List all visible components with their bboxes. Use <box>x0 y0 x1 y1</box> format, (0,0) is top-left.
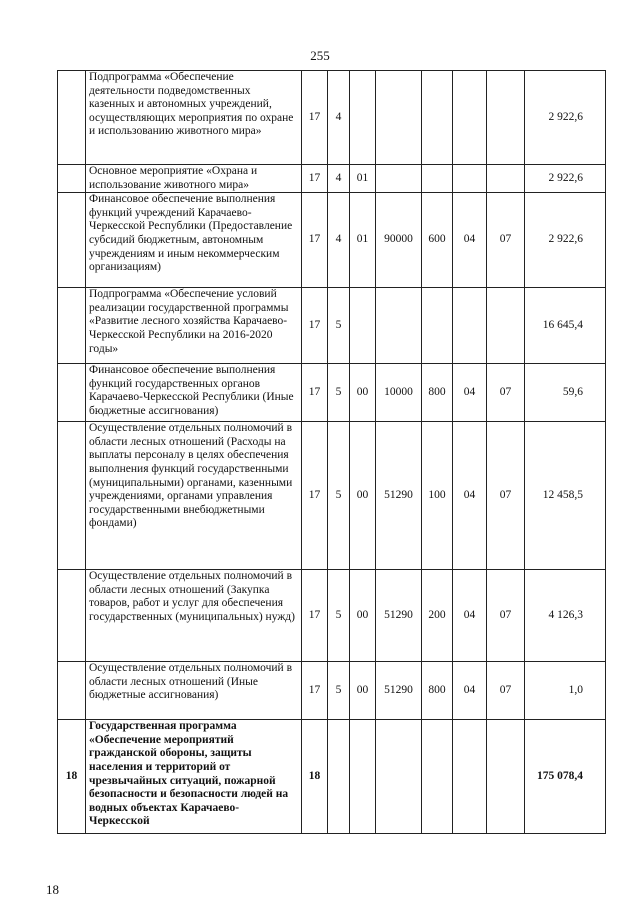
row-number-cell <box>58 165 86 193</box>
code-cell: 17 <box>302 288 328 364</box>
table-row <box>58 288 606 364</box>
code-cell: 800 <box>422 662 453 720</box>
code-cell <box>350 288 376 364</box>
table-row <box>58 165 606 193</box>
code-cell: 4 <box>328 71 350 165</box>
row-name-cell: Осуществление отдельных полномочий в области лесных отношений (Иные бюджетные ассигнования) <box>86 662 302 720</box>
row-number-cell <box>58 662 86 720</box>
code-cell <box>487 165 525 193</box>
code-cell: 600 <box>422 193 453 288</box>
code-cell: 04 <box>453 193 487 288</box>
row-name-cell: Государственная программа «Обеспечение мероприятий гражданской обороны, защиты населения и территорий от чрезвычайных ситуаций, пожарной безопасности и безопасности людей на водных объектах Карачаево-Черкесской <box>86 720 302 834</box>
code-cell <box>350 720 376 834</box>
code-cell: 18 <box>302 720 328 834</box>
footer-mark: 18 <box>46 882 59 897</box>
amount-cell: 4 126,3 <box>525 570 606 662</box>
code-cell <box>376 288 422 364</box>
code-cell: 4 <box>328 165 350 193</box>
code-cell: 04 <box>453 422 487 570</box>
code-cell: 90000 <box>376 193 422 288</box>
code-cell <box>453 720 487 834</box>
code-cell: 00 <box>350 662 376 720</box>
table-row <box>58 364 606 422</box>
code-cell: 5 <box>328 570 350 662</box>
code-cell <box>376 71 422 165</box>
amount-cell: 175 078,4 <box>525 720 606 834</box>
code-cell <box>376 720 422 834</box>
code-cell <box>422 165 453 193</box>
code-cell: 10000 <box>376 364 422 422</box>
code-cell: 51290 <box>376 662 422 720</box>
page-number: 255 <box>310 48 330 63</box>
code-cell: 01 <box>350 193 376 288</box>
row-number-cell: 18 <box>58 720 86 834</box>
row-number-cell <box>58 193 86 288</box>
code-cell: 5 <box>328 364 350 422</box>
amount-cell: 2 922,6 <box>525 71 606 165</box>
table-row <box>58 720 606 834</box>
row-number-cell <box>58 422 86 570</box>
row-name-cell: Подпрограмма «Обеспечение деятельности подведомственных казенных и автономных учреждений, осуществляющих мероприятия по охране и использованию животного мира» <box>86 71 302 165</box>
code-cell <box>487 71 525 165</box>
row-number-cell <box>58 570 86 662</box>
row-name-cell: Основное мероприятие «Охрана и использование животного мира» <box>86 165 302 193</box>
table-row <box>58 422 606 570</box>
budget-table <box>57 70 606 834</box>
code-cell: 00 <box>350 364 376 422</box>
code-cell: 51290 <box>376 570 422 662</box>
code-cell: 00 <box>350 422 376 570</box>
code-cell <box>422 71 453 165</box>
row-name-cell: Осуществление отдельных полномочий в области лесных отношений (Расходы на выплаты персоналу в целях обеспечения выполнения функций государственными (муниципальными) органами, казенными учреждениями, органами управления государственными внебюджетными фондами) <box>86 422 302 570</box>
code-cell: 5 <box>328 662 350 720</box>
table-row <box>58 71 606 165</box>
code-cell: 17 <box>302 422 328 570</box>
code-cell: 07 <box>487 193 525 288</box>
row-name-cell: Финансовое обеспечение выполнения функций учреждений Карачаево-Черкесской Республики (Предоставление субсидий бюджетным, автономным учреждениям и иным некоммерческим организациям) <box>86 193 302 288</box>
code-cell: 07 <box>487 422 525 570</box>
amount-cell: 1,0 <box>525 662 606 720</box>
row-number-cell <box>58 288 86 364</box>
code-cell: 04 <box>453 662 487 720</box>
code-cell <box>328 720 350 834</box>
code-cell: 04 <box>453 364 487 422</box>
code-cell: 51290 <box>376 422 422 570</box>
code-cell: 5 <box>328 288 350 364</box>
code-cell: 17 <box>302 193 328 288</box>
row-name-cell: Осуществление отдельных полномочий в области лесных отношений (Закупка товаров, работ и услуг для обеспечения государственных (муниципальных) нужд) <box>86 570 302 662</box>
code-cell <box>376 165 422 193</box>
amount-cell: 2 922,6 <box>525 193 606 288</box>
code-cell: 04 <box>453 570 487 662</box>
code-cell: 4 <box>328 193 350 288</box>
code-cell: 07 <box>487 662 525 720</box>
amount-cell: 16 645,4 <box>525 288 606 364</box>
code-cell <box>453 165 487 193</box>
row-number-cell <box>58 71 86 165</box>
table-row <box>58 193 606 288</box>
code-cell: 07 <box>487 364 525 422</box>
code-cell <box>487 720 525 834</box>
code-cell: 00 <box>350 570 376 662</box>
code-cell: 01 <box>350 165 376 193</box>
row-number-cell <box>58 364 86 422</box>
code-cell: 17 <box>302 662 328 720</box>
code-cell: 17 <box>302 364 328 422</box>
code-cell <box>422 288 453 364</box>
code-cell: 100 <box>422 422 453 570</box>
code-cell: 17 <box>302 570 328 662</box>
code-cell: 17 <box>302 165 328 193</box>
amount-cell: 59,6 <box>525 364 606 422</box>
amount-cell: 12 458,5 <box>525 422 606 570</box>
code-cell: 800 <box>422 364 453 422</box>
row-name-cell: Подпрограмма «Обеспечение условий реализации государственной программы «Развитие лесного хозяйства Карачаево-Черкесской Республики на 2016-2020 годы» <box>86 288 302 364</box>
code-cell: 200 <box>422 570 453 662</box>
code-cell <box>422 720 453 834</box>
code-cell <box>453 71 487 165</box>
row-name-cell: Финансовое обеспечение выполнения функций государственных органов Карачаево-Черкесской Республики (Иные бюджетные ассигнования) <box>86 364 302 422</box>
code-cell: 07 <box>487 570 525 662</box>
amount-cell: 2 922,6 <box>525 165 606 193</box>
code-cell <box>453 288 487 364</box>
table-row <box>58 570 606 662</box>
table-row <box>58 662 606 720</box>
code-cell <box>350 71 376 165</box>
code-cell: 5 <box>328 422 350 570</box>
code-cell <box>487 288 525 364</box>
code-cell: 17 <box>302 71 328 165</box>
